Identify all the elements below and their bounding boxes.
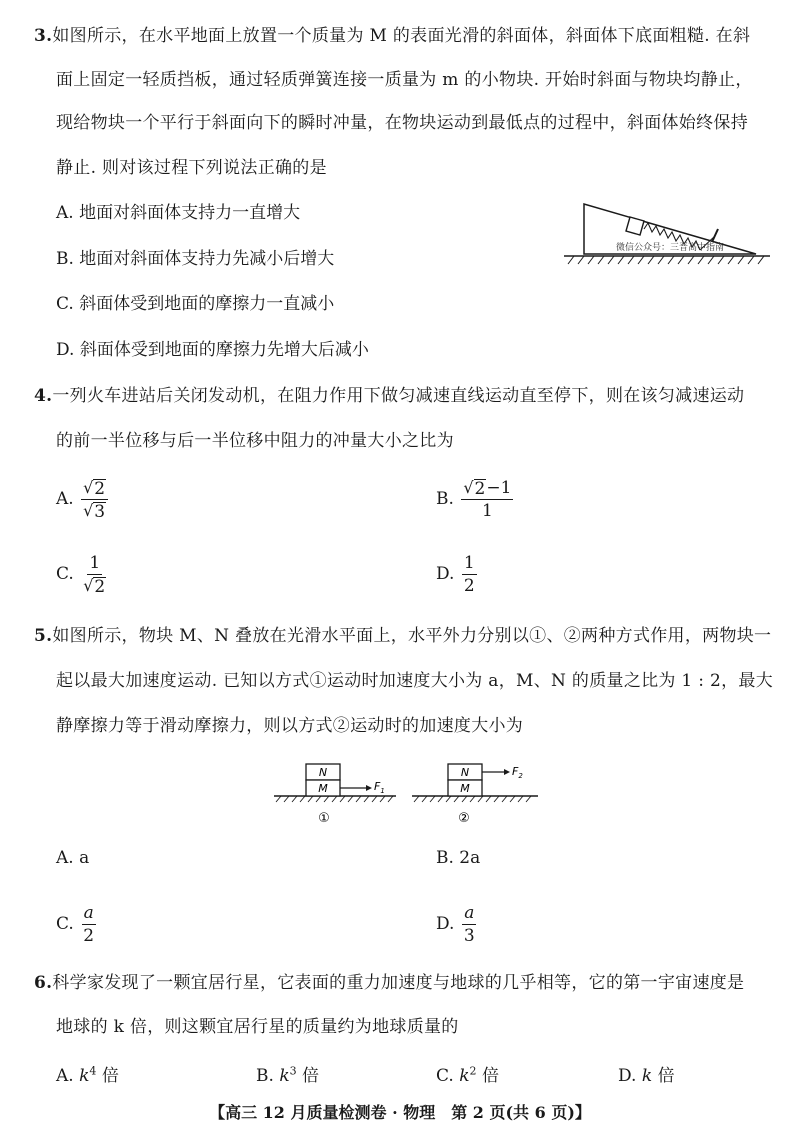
- q5-d-fraction: [462, 903, 477, 946]
- q4-line-1: [34, 384, 744, 408]
- q4-c-num: 1: [89, 553, 101, 573]
- q6-line-1: [34, 971, 744, 995]
- q5-d-label: D.: [436, 914, 455, 934]
- q4-a-fraction: √ 2 √ 3: [81, 478, 108, 521]
- q5-number: 5.: [34, 626, 53, 646]
- q3-number: 3.: [34, 26, 53, 46]
- q4-option-a: [56, 478, 108, 521]
- q3-line-4: 静止. 则对该过程下列说法正确的是: [56, 158, 327, 178]
- q4-d-label: D.: [436, 564, 455, 584]
- q4-option-b: [436, 478, 513, 521]
- q5-option-b: B. 2a: [436, 848, 481, 868]
- q4-number: 4.: [34, 386, 53, 406]
- q4-option-c: [56, 553, 108, 596]
- q4-text-1: 一列火车进站后关闭发动机，在阻力作用下做匀减速直线运动直至停下，则在该匀减速运动: [52, 386, 745, 406]
- q3-line-3: 现给物块一个平行于斜面向下的瞬时冲量，在物块运动到最低点的过程中，斜面体始终保持: [56, 113, 748, 133]
- baffle: [712, 229, 718, 242]
- q5-d-den: 3: [463, 926, 475, 946]
- q6-option-d: D. k 倍: [618, 1066, 675, 1086]
- q4-d-den: 2: [463, 576, 475, 596]
- q3-incline-figure: [560, 196, 775, 270]
- q6-number: 6.: [34, 973, 53, 993]
- q4-b-den: 1: [481, 501, 493, 521]
- q5-option-c: [56, 903, 96, 946]
- q5-figure-2: [412, 764, 538, 826]
- q5-fig1-force-label: $F_1$: [374, 780, 385, 795]
- q4-c-den: 2: [94, 577, 106, 597]
- q4-d-fraction: [462, 553, 477, 596]
- q4-line-2: 的前一半位移与后一半位移中阻力的冲量大小之比为: [56, 431, 454, 451]
- q5-c-fraction: [81, 903, 96, 946]
- q4-c-label: C.: [56, 564, 74, 584]
- q5-fig2-m-label: M: [460, 782, 470, 795]
- q5-line-1: [34, 624, 771, 648]
- q3-line-2: 面上固定一轻质挡板，通过轻质弹簧连接一质量为 m 的小物块. 开始时斜面与物块均静止，: [56, 70, 753, 90]
- q4-b-label: B.: [436, 489, 454, 509]
- q3-option-b: B. 地面对斜面体支持力先减小后增大: [56, 249, 335, 269]
- q4-b-num-tail: −1: [486, 478, 512, 498]
- q4-a-den: 3: [94, 502, 106, 522]
- watermark-text: 微信公众号：三晋高中指南: [616, 243, 725, 253]
- q5-caption-2: ②: [458, 811, 470, 826]
- q5-option-d: [436, 903, 477, 946]
- q5-fig2-force-label: $F_2$: [512, 765, 523, 780]
- q3-option-d: D. 斜面体受到地面的摩擦力先增大后减小: [56, 340, 369, 360]
- page-footer: 【高三 12 月质量检测卷 · 物理 第 2 页(共 6 页)】: [209, 1103, 591, 1122]
- q5-figure: [268, 756, 548, 828]
- q5-d-num: a: [464, 903, 475, 923]
- q6-text-1: 科学家发现了一颗宜居行星，它表面的重力加速度与地球的几乎相等，它的第一宇宙速度是: [52, 973, 745, 993]
- q3-option-c: C. 斜面体受到地面的摩擦力一直减小: [56, 294, 335, 314]
- q6-option-c: C. $k^2$ 倍: [436, 1064, 499, 1086]
- q4-a-label: A.: [56, 489, 74, 509]
- q4-a-num: 2: [94, 479, 106, 499]
- q6-option-b: B. $k^3$ 倍: [256, 1064, 320, 1086]
- q3-text-1: 如图所示，在水平地面上放置一个质量为 M 的表面光滑的斜面体，斜面体下底面粗糙. 在斜: [52, 26, 751, 46]
- q5-fig2-n-label: N: [460, 766, 470, 779]
- q5-c-label: C.: [56, 914, 74, 934]
- q5-option-a: A. a: [56, 848, 90, 868]
- q5-line-2: 起以最大加速度运动. 已知以方式①运动时加速度大小为 a，M、N 的质量之比为 1 : 2，最大: [56, 671, 774, 691]
- q3-option-a: A. 地面对斜面体支持力一直增大: [56, 203, 301, 223]
- q5-line-3: 静摩擦力等于滑动摩擦力，则以方式②运动时的加速度大小为: [56, 716, 524, 736]
- block-m: [626, 217, 644, 235]
- q5-caption-1: ①: [318, 811, 330, 826]
- q4-option-d: [436, 553, 477, 596]
- q3-line-1: [34, 24, 750, 48]
- q4-b-fraction: √ 2 −1 1: [463, 478, 512, 521]
- q5-text-1: 如图所示，物块 M、N 叠放在光滑水平面上，水平外力分别以①、②两种方式作用，两物块一: [52, 626, 772, 646]
- q5-fig1-m-label: M: [318, 782, 328, 795]
- q5-figure-1: [274, 764, 396, 826]
- q4-b-num-rad: 2: [474, 479, 486, 499]
- q6-option-a: A. $k^4$ 倍: [56, 1064, 119, 1086]
- q4-d-num: 1: [463, 553, 475, 573]
- q5-fig1-n-label: N: [318, 766, 328, 779]
- ground-hatch: [568, 256, 764, 264]
- q5-c-den: 2: [83, 926, 95, 946]
- q5-c-num: a: [83, 903, 94, 923]
- q6-line-2: 地球的 k 倍，则这颗宜居行星的质量约为地球质量的: [56, 1017, 459, 1037]
- q4-c-fraction: 1 √ 2: [83, 553, 106, 597]
